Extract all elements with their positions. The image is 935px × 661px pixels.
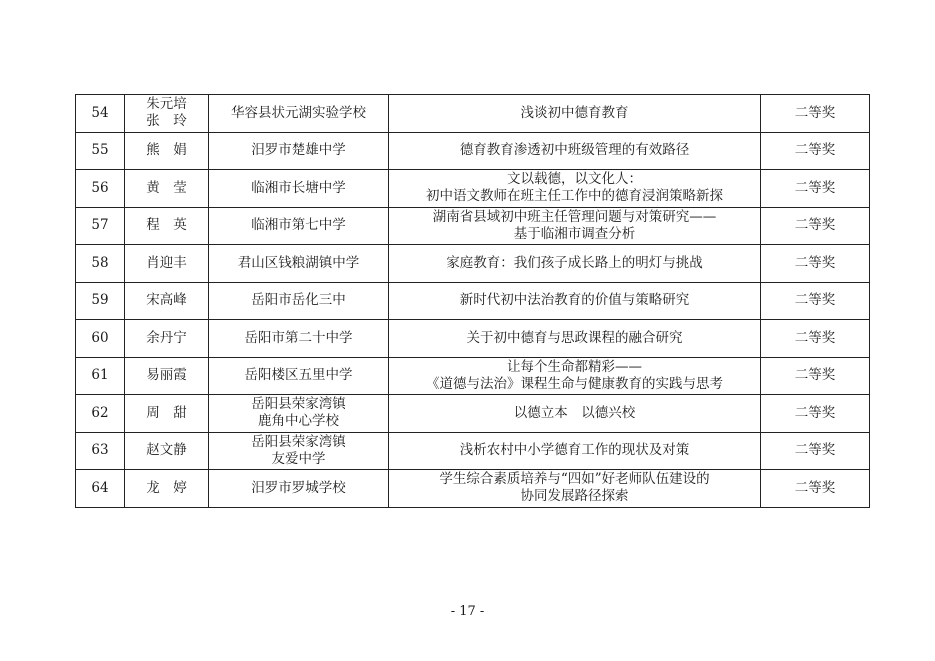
school-name [209,207,389,245]
school-name [209,245,389,283]
award-level: 二等奖 [761,395,870,433]
paper-title-line: 《道德与法治》课程生命与健康教育的实践与思考 [426,375,723,392]
author-names [125,245,209,283]
school-name [209,470,389,508]
award-level: 二等奖 [761,207,870,245]
school-name [209,95,389,133]
table-row [76,170,870,208]
award-level: 二等奖 [761,132,870,170]
paper-title [389,132,761,170]
school-name-line: 岳阳市第二十中学 [244,329,353,346]
school-name-line: 鹿角中心学校 [258,413,339,430]
author-names [125,95,209,133]
paper-title [389,357,761,395]
paper-title [389,170,761,208]
table-row [76,357,870,395]
paper-title-line: 基于临湘市调查分析 [513,225,636,242]
author-names-line: 熊 娟 [146,142,187,159]
author-names [125,470,209,508]
award-level: 二等奖 [761,320,870,358]
entry-number: 63 [76,432,125,470]
author-names-line: 龙 婷 [146,479,187,496]
paper-title [389,282,761,320]
author-names [125,357,209,395]
author-names [125,170,209,208]
entry-number: 58 [76,245,125,283]
author-names-line: 余丹宁 [146,329,187,346]
paper-title-line: 浅谈初中德育教育 [520,104,629,121]
table-row [76,207,870,245]
author-names [125,207,209,245]
paper-title [389,395,761,433]
school-name-line: 君山区钱粮湖镇中学 [237,254,360,271]
paper-title [389,432,761,470]
school-name [209,357,389,395]
author-names [125,132,209,170]
awards-table [75,94,870,508]
school-name [209,432,389,470]
author-names-line: 易丽霞 [146,367,187,384]
paper-title [389,470,761,508]
award-level: 二等奖 [761,282,870,320]
table-row [76,282,870,320]
author-names [125,432,209,470]
school-name-line: 友爱中学 [271,450,326,467]
paper-title-line: 新时代初中法治教育的价值与策略研究 [459,292,690,309]
author-names [125,395,209,433]
school-name [209,170,389,208]
entry-number: 54 [76,95,125,133]
author-names-line: 黄 莹 [146,179,187,196]
school-name [209,282,389,320]
entry-number: 57 [76,207,125,245]
entry-number: 59 [76,282,125,320]
school-name-line: 岳阳楼区五里中学 [244,367,353,384]
paper-title-line: 初中语文教师在班主任工作中的德育浸润策略新探 [426,188,723,205]
paper-title-line: 文以载德，以文化人： [507,171,642,188]
author-names-line: 肖迎丰 [146,254,187,271]
paper-title-line: 以德立本 以德兴校 [513,404,636,421]
paper-title [389,95,761,133]
author-names-line: 程 英 [146,217,187,234]
paper-title [389,245,761,283]
author-names [125,282,209,320]
entry-number: 60 [76,320,125,358]
award-level: 二等奖 [761,170,870,208]
author-names-line: 周 甜 [146,404,187,421]
author-names [125,320,209,358]
school-name-line: 岳阳市岳化三中 [251,292,346,309]
school-name-line: 汨罗市罗城学校 [251,479,346,496]
school-name [209,320,389,358]
paper-title-line: 协同发展路径探索 [520,488,629,505]
paper-title-line: 学生综合素质培养与“四如”好老师队伍建设的 [439,471,710,488]
school-name-line: 岳阳县荣家湾镇 [251,433,346,450]
paper-title [389,207,761,245]
paper-title-line: 德育教育渗透初中班级管理的有效路径 [459,142,690,159]
school-name-line: 华容县状元湖实验学校 [231,104,366,121]
school-name [209,395,389,433]
award-level: 二等奖 [761,245,870,283]
entry-number: 61 [76,357,125,395]
table-row [76,132,870,170]
paper-title-line: 浅析农村中小学德育工作的现状及对策 [459,442,690,459]
awards-table-body [76,95,870,508]
table-row [76,432,870,470]
author-names-line: 宋高峰 [146,292,187,309]
school-name [209,132,389,170]
entry-number: 55 [76,132,125,170]
award-level: 二等奖 [761,95,870,133]
page-number: - 17 - [450,604,485,619]
table-row [76,95,870,133]
table-row [76,470,870,508]
author-names-line: 赵文静 [146,442,187,459]
paper-title-line: 家庭教育：我们孩子成长路上的明灯与挑战 [446,254,703,271]
author-names-line: 朱元培 [146,96,187,113]
school-name-line: 汨罗市楚雄中学 [251,142,346,159]
table-row [76,320,870,358]
table-row [76,245,870,283]
award-level: 二等奖 [761,432,870,470]
author-names-line: 张 玲 [146,113,187,130]
school-name-line: 岳阳县荣家湾镇 [251,396,346,413]
award-level: 二等奖 [761,470,870,508]
entry-number: 56 [76,170,125,208]
entry-number: 64 [76,470,125,508]
table-row [76,395,870,433]
school-name-line: 临湘市第七中学 [251,217,346,234]
paper-title-line: 湖南省县域初中班主任管理问题与对策研究—— [432,208,717,225]
paper-title [389,320,761,358]
paper-title-line: 关于初中德育与思政课程的融合研究 [466,329,683,346]
school-name-line: 临湘市长塘中学 [251,179,346,196]
award-level: 二等奖 [761,357,870,395]
entry-number: 62 [76,395,125,433]
paper-title-line: 让每个生命都精彩—— [507,358,642,375]
